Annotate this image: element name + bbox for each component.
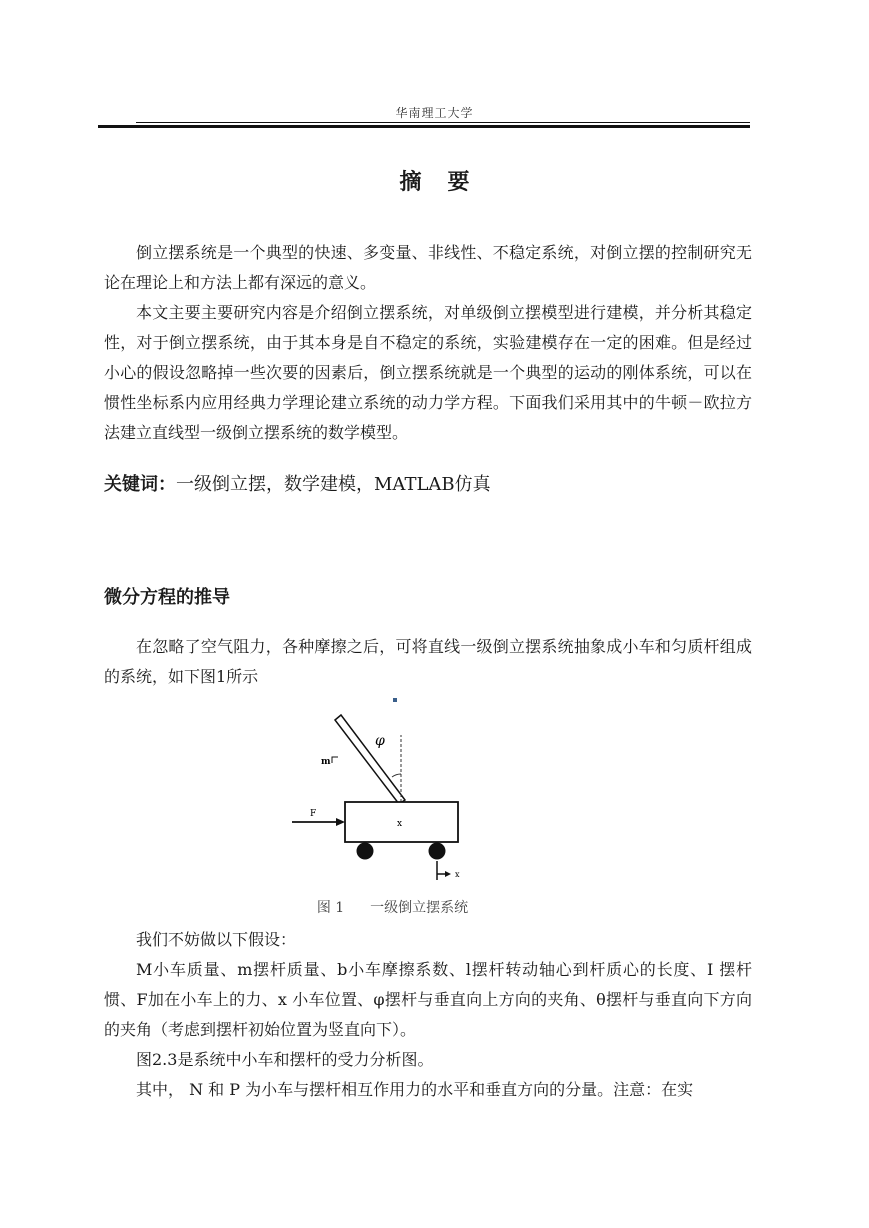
- body-line-4: 其中， N 和 P 为小车与摆杆相互作用力的水平和垂直方向的分量。注意：在实: [136, 1080, 694, 1099]
- keywords-label: 关键词：: [104, 474, 176, 495]
- header-rule-thin: [136, 122, 750, 123]
- header-university: 华南理工大学: [395, 106, 474, 120]
- section-intro: 在忽略了空气阻力，各种摩擦之后，可将直线一级倒立摆系统抽象成小车和匀质杆组成的系统，如下图1所示: [104, 637, 752, 686]
- body-line-1: 我们不妨做以下假设：: [136, 930, 297, 949]
- body-line-3: 图2.3是系统中小车和摆杆的受力分析图。: [136, 1050, 434, 1069]
- cart-wheel-right: [429, 843, 446, 860]
- pendulum-figure: [270, 690, 500, 890]
- mass-label: m: [321, 757, 331, 767]
- marker-dot: [393, 698, 397, 702]
- body-text: [104, 925, 752, 1105]
- mass-arrow: [332, 757, 338, 763]
- pendulum-rod: [335, 715, 405, 804]
- force-arrow-head: [336, 818, 345, 826]
- page-title: 摘要: [399, 170, 496, 195]
- figure-caption: [0, 897, 785, 917]
- body-line-2: M小车质量、m摆杆质量、b小车摩擦系数、l摆杆转动轴心到杆质心的长度、I 摆杆惯、F加在小车上的力、x 小车位置、φ摆杆与垂直向上方向的夹角、θ摆杆与垂直向下方向的夹角（考虑到摆杆初始位置为竖直向下）。: [104, 960, 752, 1039]
- angle-arc: [392, 774, 401, 777]
- cart-label: x: [397, 819, 403, 829]
- figure-caption-number: 图 1: [316, 900, 345, 916]
- header-rule-thick: [98, 125, 750, 128]
- section-heading: 微分方程的推导: [104, 587, 230, 608]
- keywords-value: 一级倒立摆，数学建模，MATLAB仿真: [176, 474, 491, 495]
- abstract-paragraph-2: 本文主要主要研究内容是介绍倒立摆系统，对单级倒立摆模型进行建模，并分析其稳定性，对于倒立摆系统，由于其本身是自不稳定的系统，实验建模存在一定的困难。但是经过小心的假设忽略掉一些次要的因素后，倒立摆系统就是一个典型的运动的刚体系统，可以在惯性坐标系内应用经典力学理论建立系统的动力学方程。下面我们采用其中的牛顿－欧拉方法建立直线型一级倒立摆系统的数学模型。: [104, 303, 752, 442]
- keywords-line: [104, 470, 752, 500]
- force-label: F: [310, 809, 317, 819]
- phi-label: φ: [375, 733, 385, 749]
- abstract-paragraph-1: 倒立摆系统是一个典型的快速、多变量、非线性、不稳定系统，对倒立摆的控制研究无论在理论上和方法上都有深远的意义。: [104, 243, 752, 292]
- figure-caption-text: 一级倒立摆系统: [370, 900, 469, 916]
- position-arrow-head: [445, 871, 451, 877]
- pendulum-diagram: [270, 690, 500, 890]
- position-label: x: [455, 870, 460, 879]
- cart-wheel-left: [357, 843, 374, 860]
